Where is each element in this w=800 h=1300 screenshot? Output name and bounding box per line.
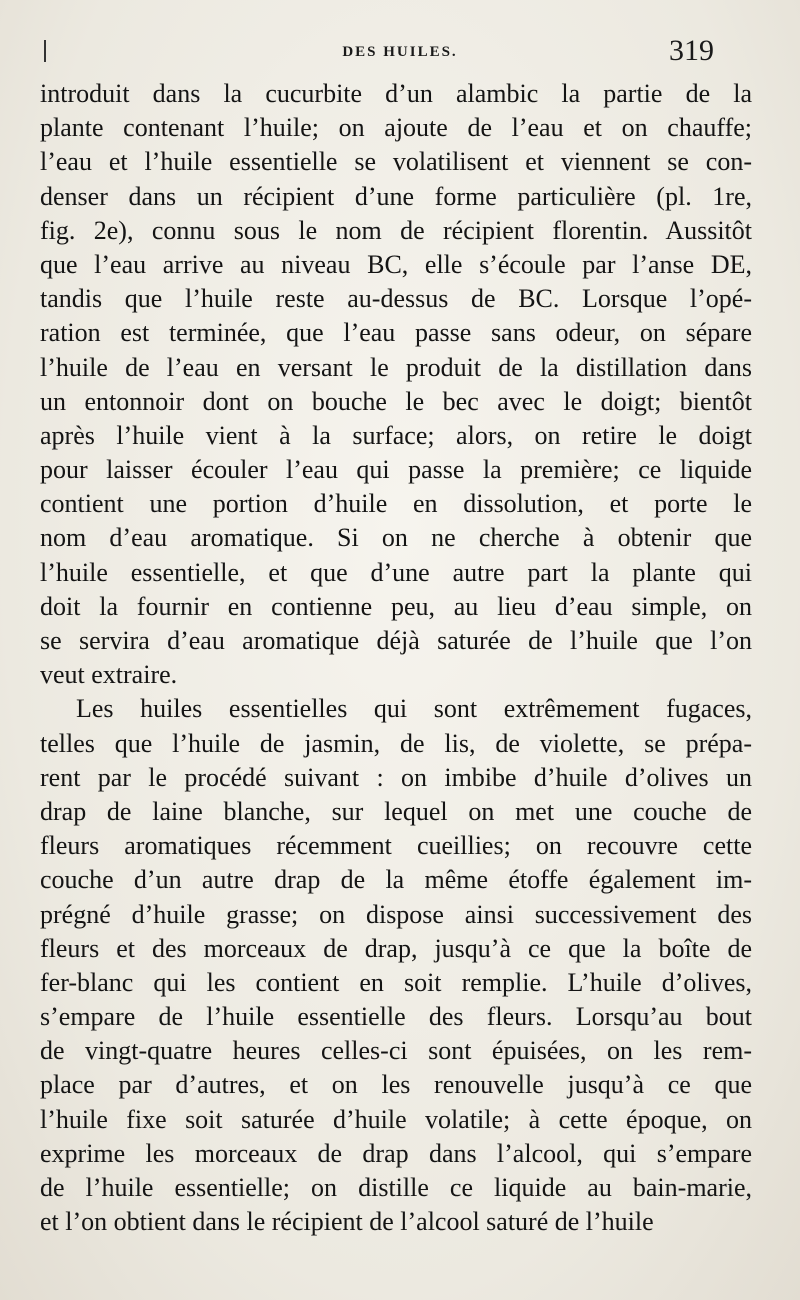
text-line: exprime les morceaux de drap dans l’alcool, qui s’empare (40, 1138, 752, 1168)
text-line: de vingt-quatre heures celles-ci sont épuisées, on les rem- (40, 1036, 752, 1066)
text-line: Les huiles essentielles qui sont extrêmement fugaces, (76, 694, 752, 724)
text-line: place par d’autres, et on les renouvelle jusqu’à ce que (40, 1070, 752, 1100)
text-line: l’huile essentielle, et que d’une autre part la plante qui (40, 557, 752, 587)
text-line: l’huile fixe soit saturée d’huile volatile; à cette époque, on (40, 1104, 752, 1134)
text-line: tandis que l’huile reste au-dessus de BC. Lorsque l’opé- (40, 284, 752, 314)
text-line: et l’on obtient dans le récipient de l’alcool saturé de l’huile (40, 1207, 654, 1237)
text-line: s’empare de l’huile essentielle des fleurs. Lorsqu’au bout (40, 1002, 752, 1032)
running-title: DES HUILES. (342, 44, 458, 60)
text-line: un entonnoir dont on bouche le bec avec le doigt; bientôt (40, 386, 752, 416)
text-line: veut extraire. (40, 660, 178, 690)
text-line: fleurs aromatiques récemment cueillies; on recouvre cette (40, 831, 752, 861)
text-line: pour laisser écouler l’eau qui passe la première; ce liquide (40, 455, 752, 485)
text-line: fer-blanc qui les contient en soit remplie. L’huile d’olives, (40, 967, 752, 997)
text-line: de l’huile essentielle; on distille ce liquide au bain-marie, (40, 1173, 752, 1202)
text-line: drap de laine blanche, sur lequel on met une couche de (40, 796, 752, 826)
text-line: introduit dans la cucurbite d’un alambic la partie de la (40, 79, 752, 108)
text-line: fleurs et des morceaux de drap, jusqu’à ce que la boîte de (40, 933, 752, 963)
text-line: l’huile de l’eau en versant le produit de la distillation dans (40, 352, 752, 382)
text-line: nom d’eau aromatique. Si on ne cherche à obtenir que (40, 523, 752, 553)
text-line: prégné d’huile grasse; on dispose ainsi successivement des (40, 899, 752, 929)
text-line: ration est terminée, que l’eau passe sans odeur, on sépare (40, 318, 752, 348)
text-line: que l’eau arrive au niveau BC, elle s’écoule par l’anse DE, (40, 249, 752, 279)
text-line: se servira d’eau aromatique déjà saturée de l’huile que l’on (40, 626, 752, 655)
body-text (40, 77, 752, 1239)
text-line: telles que l’huile de jasmin, de lis, de violette, se prépa- (40, 728, 752, 758)
text-line: couche d’un autre drap de la même étoffe également im- (40, 865, 752, 895)
text-line: plante contenant l’huile; on ajoute de l’eau et on chauffe; (40, 113, 752, 143)
text-line: l’eau et l’huile essentielle se volatilisent et viennent se con- (40, 147, 752, 177)
text-line: rent par le procédé suivant : on imbibe d’huile d’olives un (40, 762, 752, 792)
text-line: doit la fournir en contienne peu, au lieu d’eau simple, on (40, 591, 752, 621)
text-line: contient une portion d’huile en dissolution, et porte le (40, 489, 752, 519)
text-line: après l’huile vient à la surface; alors, on retire le doigt (40, 420, 752, 450)
page-number: 319 (669, 34, 714, 67)
text-line: fig. 2e), connu sous le nom de récipient florentin. Aussitôt (40, 215, 752, 245)
text-line: denser dans un récipient d’une forme particulière (pl. 1re, (40, 181, 752, 211)
